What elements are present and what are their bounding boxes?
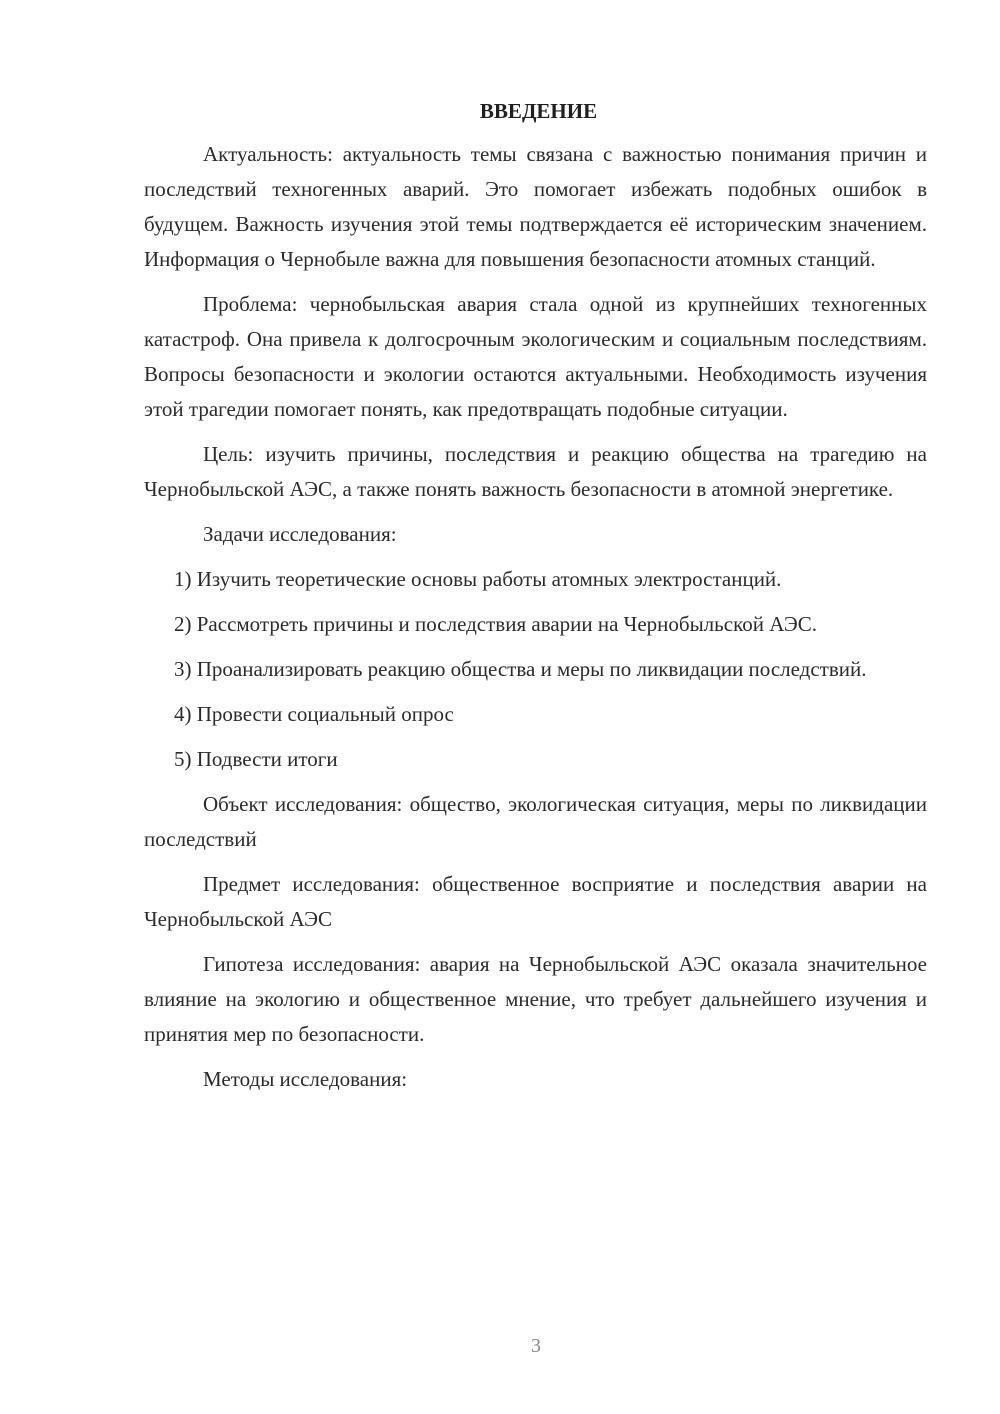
tasks-list — [144, 562, 927, 777]
paragraph-relevance: Актуальность: актуальность темы связана с важностью понимания причин и последствий техногенных аварий. Это помогает избежать подобных ошибок в будущем. Важность изучения этой темы подтверждается её историческим значением. Информация о Чернобыле важна для повышения безопасности атомных станций. — [144, 142, 927, 271]
list-item: 4) Провести социальный опрос — [174, 702, 454, 726]
list-item: 2) Рассмотреть причины и последствия аварии на Чернобыльской АЭС. — [174, 612, 817, 636]
list-item: 5) Подвести итоги — [174, 747, 338, 771]
paragraph-methods: Методы исследования: — [203, 1067, 408, 1091]
paragraph-problem: Проблема: чернобыльская авария стала одной из крупнейших техногенных катастроф. Она привела к долгосрочным экологическим и социальным последствиям. Вопросы безопасности и экологии остаются актуальными. Необходимость изучения этой трагедии помогает понять, как предотвращать подобные ситуации. — [144, 292, 927, 421]
paragraph-tasks-title: Задачи исследования: — [203, 522, 397, 546]
list-item: 3) Проанализировать реакцию общества и меры по ликвидации последствий. — [174, 657, 867, 681]
paragraph-hypothesis: Гипотеза исследования: авария на Чернобыльской АЭС оказала значительное влияние на экологию и общественное мнение, что требует дальнейшего изучения и принятия мер по безопасности. — [144, 952, 927, 1046]
paragraph-subject: Предмет исследования: общественное восприятие и последствия аварии на Чернобыльской АЭС — [144, 872, 927, 931]
list-item: 1) Изучить теоретические основы работы атомных электростанций. — [174, 567, 782, 591]
page-number: 3 — [531, 1335, 541, 1357]
paragraph-object: Объект исследования: общество, экологическая ситуация, меры по ликвидации последствий — [144, 792, 927, 851]
page-title: ВВЕДЕНИЕ — [479, 99, 598, 123]
document-page — [144, 96, 927, 1306]
paragraph-goal: Цель: изучить причины, последствия и реакцию общества на трагедию на Чернобыльской АЭС, а также понять важность безопасности в атомной энергетике. — [144, 442, 927, 501]
